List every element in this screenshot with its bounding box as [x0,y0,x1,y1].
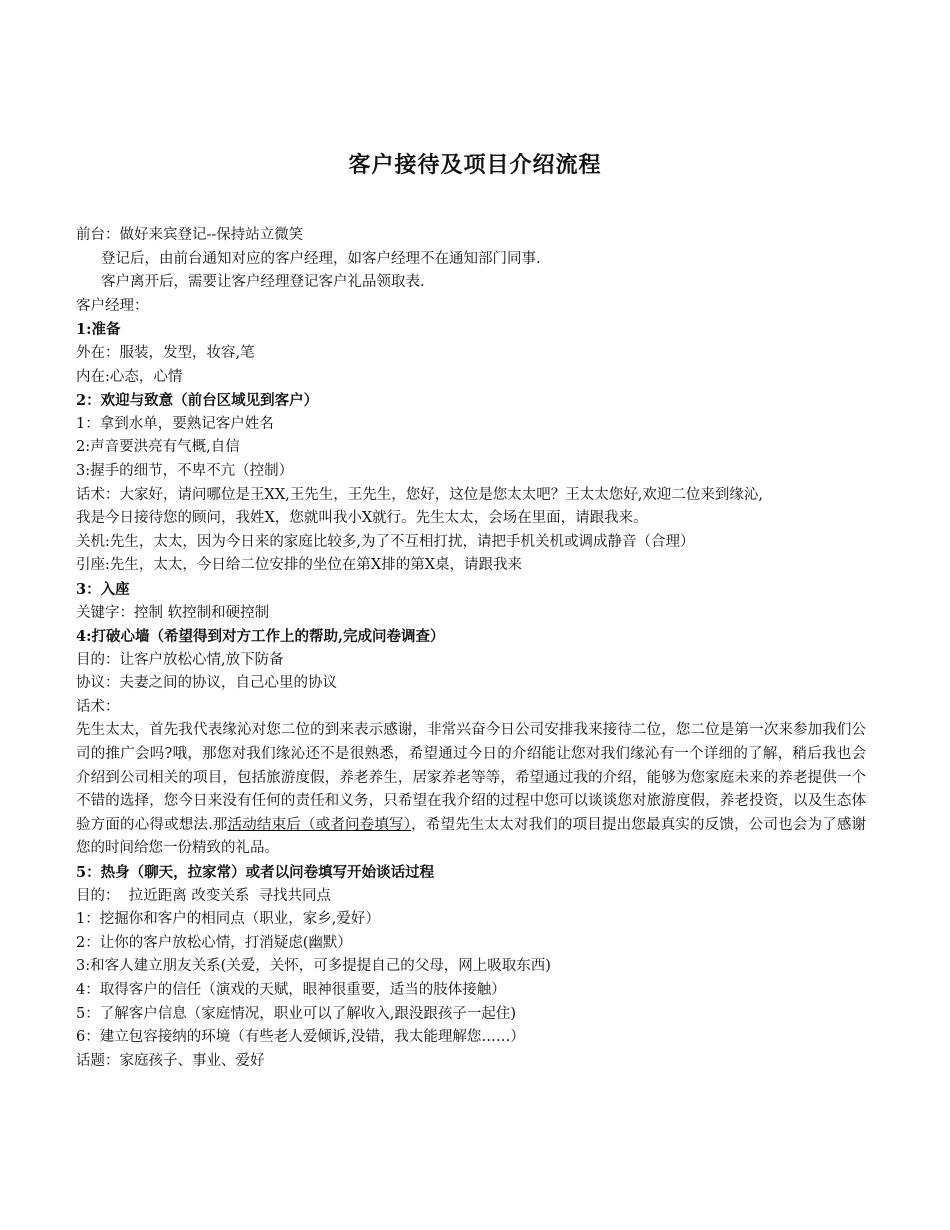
section-heading: 1:准备 [76,321,121,339]
manager-label: 客户经理： [76,297,149,314]
text-line: 关机:先生，太太，因为今日来的家庭比较多,为了不互相打扰，请把手机关机或调成静音（合理） [76,533,695,550]
frontdesk-note-2: 客户离开后，需要让客户经理登记客户礼品领取表. [101,274,425,291]
text-line: 3:握手的细节，不卑不亢（控制） [76,462,294,479]
text-line: 关键字：控制 软控制和硬控制 [76,604,270,621]
text-line: 目的：让客户放松心情,放下防备 [76,651,284,668]
frontdesk-line: 前台：做好来宾登记--保持站立微笑 [76,227,304,243]
section-heading: 5：热身（聊天，拉家常）或者以问卷填写开始谈话过程 [76,864,435,882]
text-line: 1：拿到水单，要熟记客户姓名 [76,415,274,432]
text-line: 6：建立包容接纳的环境（有些老人爱倾诉,没错，我太能理解您……） [76,1029,525,1046]
document-body [76,224,866,1073]
speech-text: 先生太太，首先我代表缘沁对您二位的到来表示感谢，非常兴奋今日公司安排我来接待二位，您二位是第一次来参加我们公司的推广会吗?哦，那您对我们缘沁还不是很熟悉，希望通过今日的介绍能让您对我们缘沁有一个详细的了解，稍后我也会介绍到公司相关的项目，包括旅游度假，养老养生，居家养老等等，希望通过我的介绍，能够为您家庭未来的养老提供一个不错的选择，您今日来没有任何的责任和义务，只希望在我介绍的过程中您可以谈谈您对旅游度假，养老投资，以及生态体验方面的心得或想法.那 [76,722,866,833]
text-line: 外在：服装，发型，妆容,笔 [76,344,255,361]
section-heading: 2：欢迎与致意（前台区域见到客户） [76,392,319,410]
frontdesk-note-1: 登记后，由前台通知对应的客户经理，如客户经理不在通知部门同事. [101,250,541,267]
text-line: 5：了解客户信息（家庭情况，职业可以了解收入,跟没跟孩子一起住) [76,1005,516,1022]
section-heading: 3：入座 [76,580,130,598]
text-line: 我是今日接待您的顾问，我姓X，您就叫我小X就行。先生太太，会场在里面，请跟我来。 [76,510,648,527]
section-heading: 4:打破心墙（希望得到对方工作上的帮助,完成问卷调查） [76,628,445,646]
text-line: 1：挖掘你和客户的相同点（职业，家乡,爱好） [76,911,380,928]
speech-underlined: 活动结束后（或者问卷填写） [227,816,412,833]
text-line: 引座:先生，太太，今日给二位安排的坐位在第X排的第X桌，请跟我来 [76,557,523,574]
speech-paragraph [76,719,866,861]
document-title: 客户接待及项目介绍流程 [348,153,602,178]
text-line: 话术： [76,698,120,715]
text-line: 话题：家庭孩子、事业、爱好 [76,1052,265,1069]
text-line: 3:和客人建立朋友关系(关爱，关怀，可多提提自己的父母，网上吸取东西) [76,958,551,975]
text-line: 4：取得客户的信任（演戏的天赋，眼神很重要，适当的肢体接触） [76,982,506,998]
text-line: 协议：夫妻之间的协议，自己心里的协议 [76,675,337,692]
speech-text-end: ，希望先生太太对我们的项目提出您最真实的反馈，公司也会为了感谢您的时间给您一份精致的礼品。 [76,816,867,857]
text-line: 2:声音要洪亮有气概,自信 [76,439,240,456]
text-line: 2：让你的客户放松心情，打消疑虑(幽默） [76,934,352,951]
text-line: 内在:心态，心情 [76,368,183,385]
text-line: 话术：大家好，请问哪位是王XX,王先生，王先生，您好，这位是您太太吧？王太太您好,欢迎二位来到缘沁, [76,486,763,503]
text-line: 目的： 拉近距离 改变关系 寻找共同点 [76,887,332,904]
